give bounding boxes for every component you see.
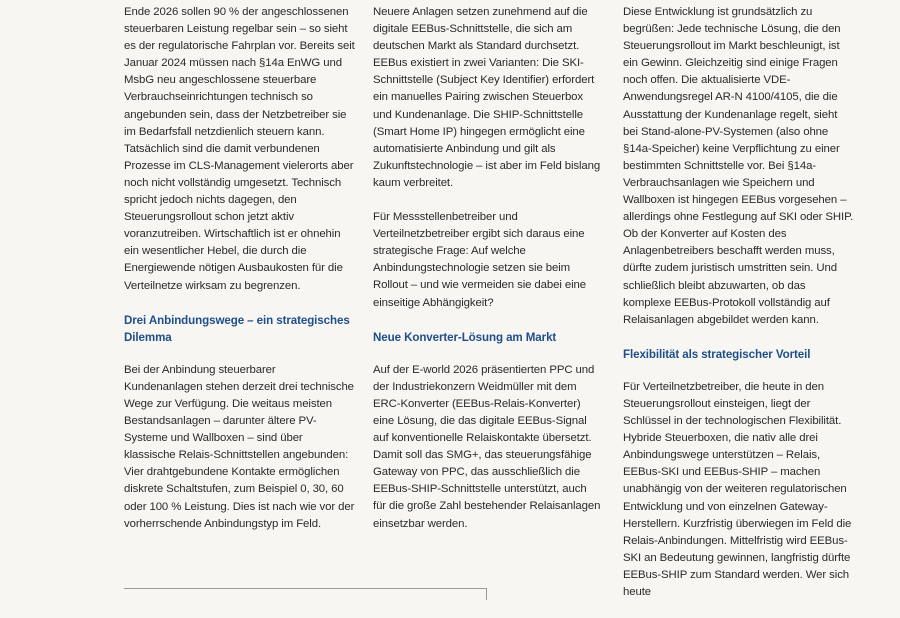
paragraph: Diese Entwicklung ist grundsätzlich zu begrüßen: Jede technische Lösung, die den Steuerungsrollout im Markt beschleunigt, ist ein Gewinn. Gleichzeitig sind einige Fragen noch offen. Die aktualisierte VDE-Anwendungsregel AR-N 4100/4105, die die Ausstattung der Kundenanlage regelt, sieht bei Stand-alone-PV-Systemen (also ohne §14a-Speicher) keine Verpflichtung zu einer bestimmten Schnittstelle vor. Bei §14a-Verbrauchsanlagen wie Speichern und Wallboxen ist hingegen EEBus vorgesehen – allerdings ohne Festlegung auf SKI oder SHIP. Ob der Konverter auf Kosten des Anlagenbetreibers beschafft werden muss, dürfte zudem juristisch umstritten sein. Und schließlich bleibt abzuwarten, ob das komplexe EEBus-Protokoll vollständig auf Relaisanlagen abgebildet werden kann. bbox=[623, 6, 854, 326]
paragraph: Ende 2026 sollen 90 % der angeschlossenen steuerbaren Leistung regelbar sein – so sieht es der regulatorische Fahrplan vor. Bereits seit Januar 2024 müssen nach §14a EnWG und MsbG neu angeschlossene steuerbare Verbrauchseinrichtungen technisch so angebunden sein, dass der Netzbetreiber sie im Bedarfsfall netzdienlich steuern kann. Tatsächlich sind die damit verbundenen Prozesse im CLS-Management vielerorts aber noch nicht vollständig umgesetzt. Technisch spricht jedoch nichts dagegen, den Steuerungsrollout schon jetzt aktiv voranzutreiben. Wirtschaftlich ist er ohnehin ein wesentlicher Hebel, die durch die Energiewende nötigen Ausbaukosten für die Verteilnetze wirksam zu begrenzen. bbox=[124, 6, 355, 292]
info-box-border bbox=[486, 588, 487, 600]
paragraph: Auf der E-world 2026 präsentierten PPC und der Industriekonzern Weidmüller mit dem ERC-Konverter (EEBus-Relais-Konverter) eine Lösung, die das digitale EEBus-Signal auf konventionelle Relaiskontakte übersetzt. Damit soll das SMG+, das steuerungsfähige Gateway von PPC, das ausschließlich die EEBus-SHIP-Schnittstelle unterstützt, auch für die große Zahl bestehender Relaisanlagen einsetzbar werden. bbox=[373, 363, 601, 530]
paragraph: Für Verteilnetzbetreiber, die heute in den Steuerungsrollout einsteigen, liegt der Schlüssel in der technologischen Flexibilität. Hybride Steuerboxen, die nativ alle drei Anbindungswege unterstützen – Relais, EEBus-SKI und EEBus-SHIP – machen unabhängig von der weiteren regulatorischen Entwicklung und von einzelnen Gateway-Herstellern. Kurzfristig überwiegen im Feld die Relais-Anbindungen. Mittelfristig wird EEBus-SKI an Bedeutung gewinnen, langfristig dürfte EEBus-SHIP zum Standard werden. Wer sich heute bbox=[623, 380, 852, 598]
paragraph: Neuere Anlagen setzen zunehmend auf die digitale EEBus-Schnittstelle, die sich am deutschen Markt als Standard durchsetzt. EEBus existiert in zwei Varianten: Die SKI-Schnittstelle (Subject Key Identifier) erfordert ein manuelles Pairing zwischen Steuerbox und Kundenanlage. Die SHIP-Schnittstelle (Smart Home IP) hingegen ermöglicht eine automatisierte Anbindung und gilt als Zukunftstechnologie – ist aber im Feld bislang kaum verbreitet. bbox=[373, 6, 601, 189]
article-column-2 bbox=[373, 4, 602, 550]
article-column-3 bbox=[623, 4, 854, 618]
section-heading: Flexibilität als strategischer Vorteil bbox=[623, 347, 811, 361]
paragraph: Für Messstellenbetreiber und Verteilnetzbetreiber ergibt sich daraus eine strategische Frage: Auf welche Anbindungstechnologie setzen sie beim Rollout – und wie vermeiden sie dabei eine einseitige Abhängigkeit? bbox=[373, 211, 586, 309]
article-column-1 bbox=[124, 4, 355, 550]
paragraph: Bei der Anbindung steuerbarer Kundenanlagen stehen derzeit drei technische Wege zur Verfügung. Die weitaus meisten Bestandsanlagen – darunter ältere PV-Systeme und Wallboxen – sind über klassische Relais-Schnittstellen angebunden: Vier drahtgebundene Kontakte ermöglichen diskrete Schaltstufen, zum Beispiel 0, 30, 60 oder 100 % Leistung. Dies ist nach wie vor der vorherrschende Anbindungstyp im Feld. bbox=[124, 363, 355, 530]
section-heading: Neue Konverter-Lösung am Markt bbox=[373, 330, 557, 344]
section-heading: Drei Anbindungswege – ein strategisches Dilemma bbox=[124, 313, 350, 344]
info-box-border bbox=[124, 588, 486, 589]
